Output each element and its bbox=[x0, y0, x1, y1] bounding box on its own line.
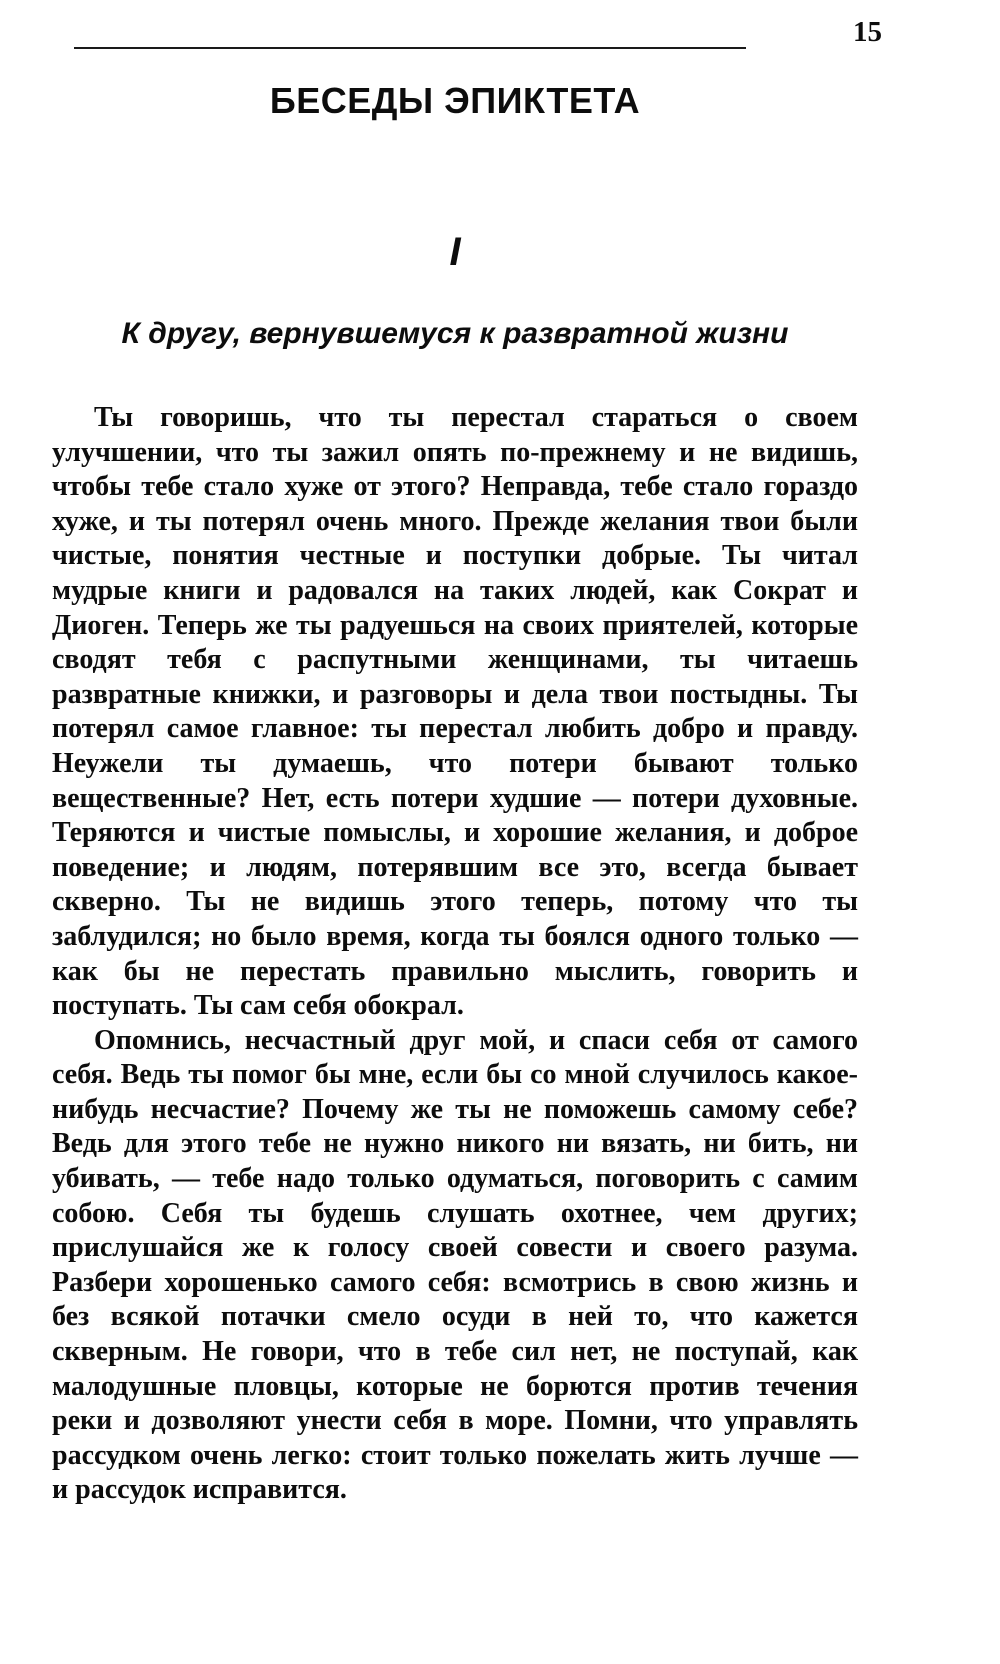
book-title: БЕСЕДЫ ЭПИКТЕТА bbox=[269, 80, 641, 121]
page-number: 15 bbox=[853, 16, 882, 48]
content-column bbox=[52, 0, 858, 1508]
body-text bbox=[52, 351, 858, 1508]
paragraph-2: Опомнись, несчастный друг мой, и спаси себя от самого себя. Ведь ты помог бы мне, если бы со мной случилось какое-нибудь несчастие? Почему же ты не поможешь самому себе? Ведь для этого тебе не нужно никого ни вязать, ни бить, ни убивать, — тебе надо только одуматься, поговорить с самим собою. Себя ты будешь слушать охотнее, чем других; прислушайся же к голосу своей совести и своего разума. Разбери хорошенько самого себя: всмотрись в свою жизнь и без всякой потачки смело осуди в ней то, что кажется скверным. Не говори, что в тебе сил нет, не поступай, как малодушные пловцы, которые не борются против течения реки и дозволяют унести себя в море. Помни, что управлять рассудком очень легко: стоит только пожелать жить лучше — и рассудок исправится. bbox=[52, 1024, 858, 1506]
chapter-title: К другу, вернувшемуся к развратной жизни bbox=[121, 317, 789, 350]
chapter-number: I bbox=[449, 230, 461, 274]
paragraph-1: Ты говоришь, что ты перестал стараться о своем улучшении, что ты зажил опять по-прежнему и не видишь, чтобы тебе стало хуже от этого? Неправда, тебе стало гораздо хуже, и ты потерял очень много. Прежде желания твои были чистые, понятия честные и поступки добрые. Ты читал мудрые книги и радовался на таких людей, как Сократ и Диоген. Теперь же ты радуешься на своих приятелей, которые сводят тебя с распутными женщинами, ты читаешь развратные книжки, и разговоры и дела твои постыдны. Ты потерял самое главное: ты перестал любить добро и правду. Неужели ты думаешь, что потери бывают только вещественные? Нет, есть потери худшие — потери духовные. Теряются и чистые помыслы, и хорошие желания, и доброе поведение; и людям, потерявшим все это, всегда бывает скверно. Ты не видишь этого теперь, потому что ты заблудился; но было время, когда ты боялся одного только — как бы не перестать правильно мыслить, говорить и поступать. Ты сам себя обокрал. bbox=[52, 402, 858, 1022]
